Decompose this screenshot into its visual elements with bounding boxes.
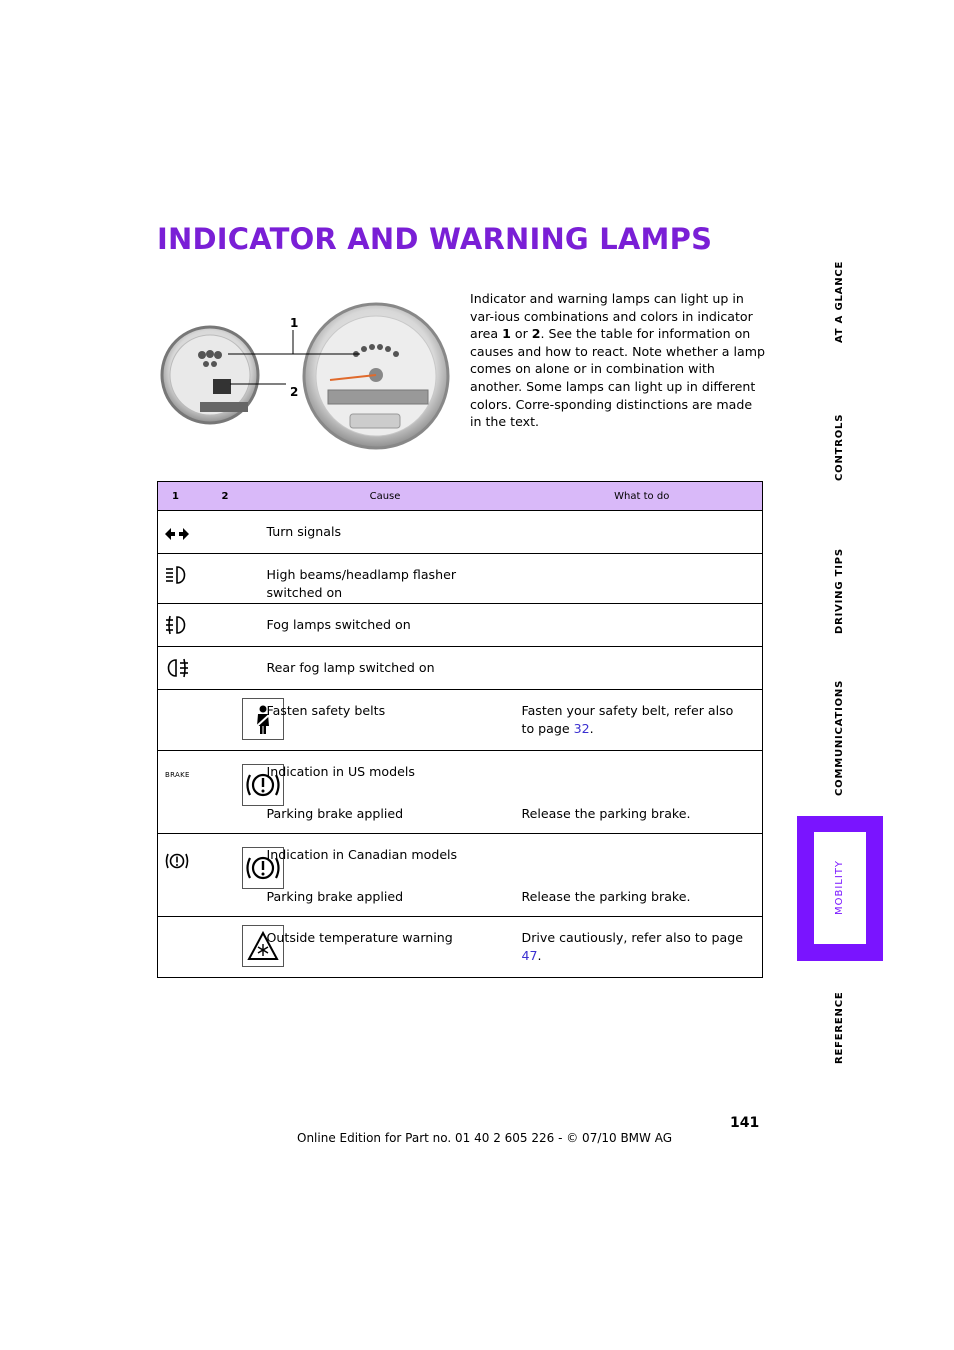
turn-signals-icon [164,523,190,545]
table-row [158,554,763,604]
table-row [158,647,763,690]
callout-1: 1 [290,316,299,330]
table-row [158,751,763,834]
tab-mobility[interactable]: MOBILITY [834,859,845,915]
cause-title: Indication in Canadian models [266,847,458,862]
cause-text: Fog lamps switched on [266,617,411,632]
action-text: Release the parking brake. [521,806,691,821]
page-title: INDICATOR AND WARNING LAMPS [157,222,713,256]
warning-lamps-table [157,481,763,978]
header-col1: 1 [158,482,198,511]
page-link-32[interactable]: 32 [573,721,590,736]
header-col2: 2 [198,482,267,511]
cause-text: High beams/headlamp flasher switched on [266,567,457,600]
header-cause: Cause [267,482,522,511]
action-text: Release the parking brake. [521,889,691,904]
page-number: 141 [730,1115,760,1131]
fog-lamp-icon [164,614,190,636]
cause-text: Fasten safety belts [266,703,386,718]
cause-text: Turn signals [266,524,342,539]
high-beam-icon [164,564,190,586]
instrument-cluster-figure [160,302,450,452]
footer-text: Online Edition for Part no. 01 40 2 605 226 - © 07/10 BMW AG [297,1131,673,1145]
table-row [158,917,763,978]
cause-text: Parking brake applied [266,806,404,821]
action-text: Drive cautiously, refer also to page 47. [521,930,743,963]
cause-text: Rear fog lamp switched on [266,660,435,675]
table-row [158,690,763,751]
action-text: Fasten your safety belt, refer also to page 32. [521,703,734,736]
tab-controls[interactable]: CONTROLS [834,413,845,481]
tab-at-a-glance[interactable]: AT A GLANCE [834,260,845,343]
rear-fog-lamp-icon [164,657,190,679]
table-row [158,604,763,647]
tab-driving-tips[interactable]: DRIVING TIPS [834,548,845,634]
parking-brake-icon [164,850,190,872]
table-row [158,834,763,917]
brake-text-icon: BRAKE [165,771,190,779]
intro-text: Indicator and warning lamps can light up in var-ious combinations and colors in indicator area 1 or 2. See the table for information on causes and how to react. Note whether a lamp comes on alone or in combination with another. Some lamps can light up in different colors. Corre-sponding distinctions are made in the text. [470,291,765,430]
page-link-47[interactable]: 47 [521,948,538,963]
callout-2: 2 [290,385,299,399]
table-row [158,511,763,554]
table-header-row [158,482,763,511]
tab-reference[interactable]: REFERENCE [834,991,845,1064]
cause-text: Parking brake applied [266,889,404,904]
tab-communications[interactable]: COMMUNICATIONS [834,679,845,796]
side-navigation [814,0,954,1350]
header-action: What to do [522,482,763,511]
cause-title: Indication in US models [266,764,415,779]
cause-text: Outside temperature warning [266,930,453,945]
